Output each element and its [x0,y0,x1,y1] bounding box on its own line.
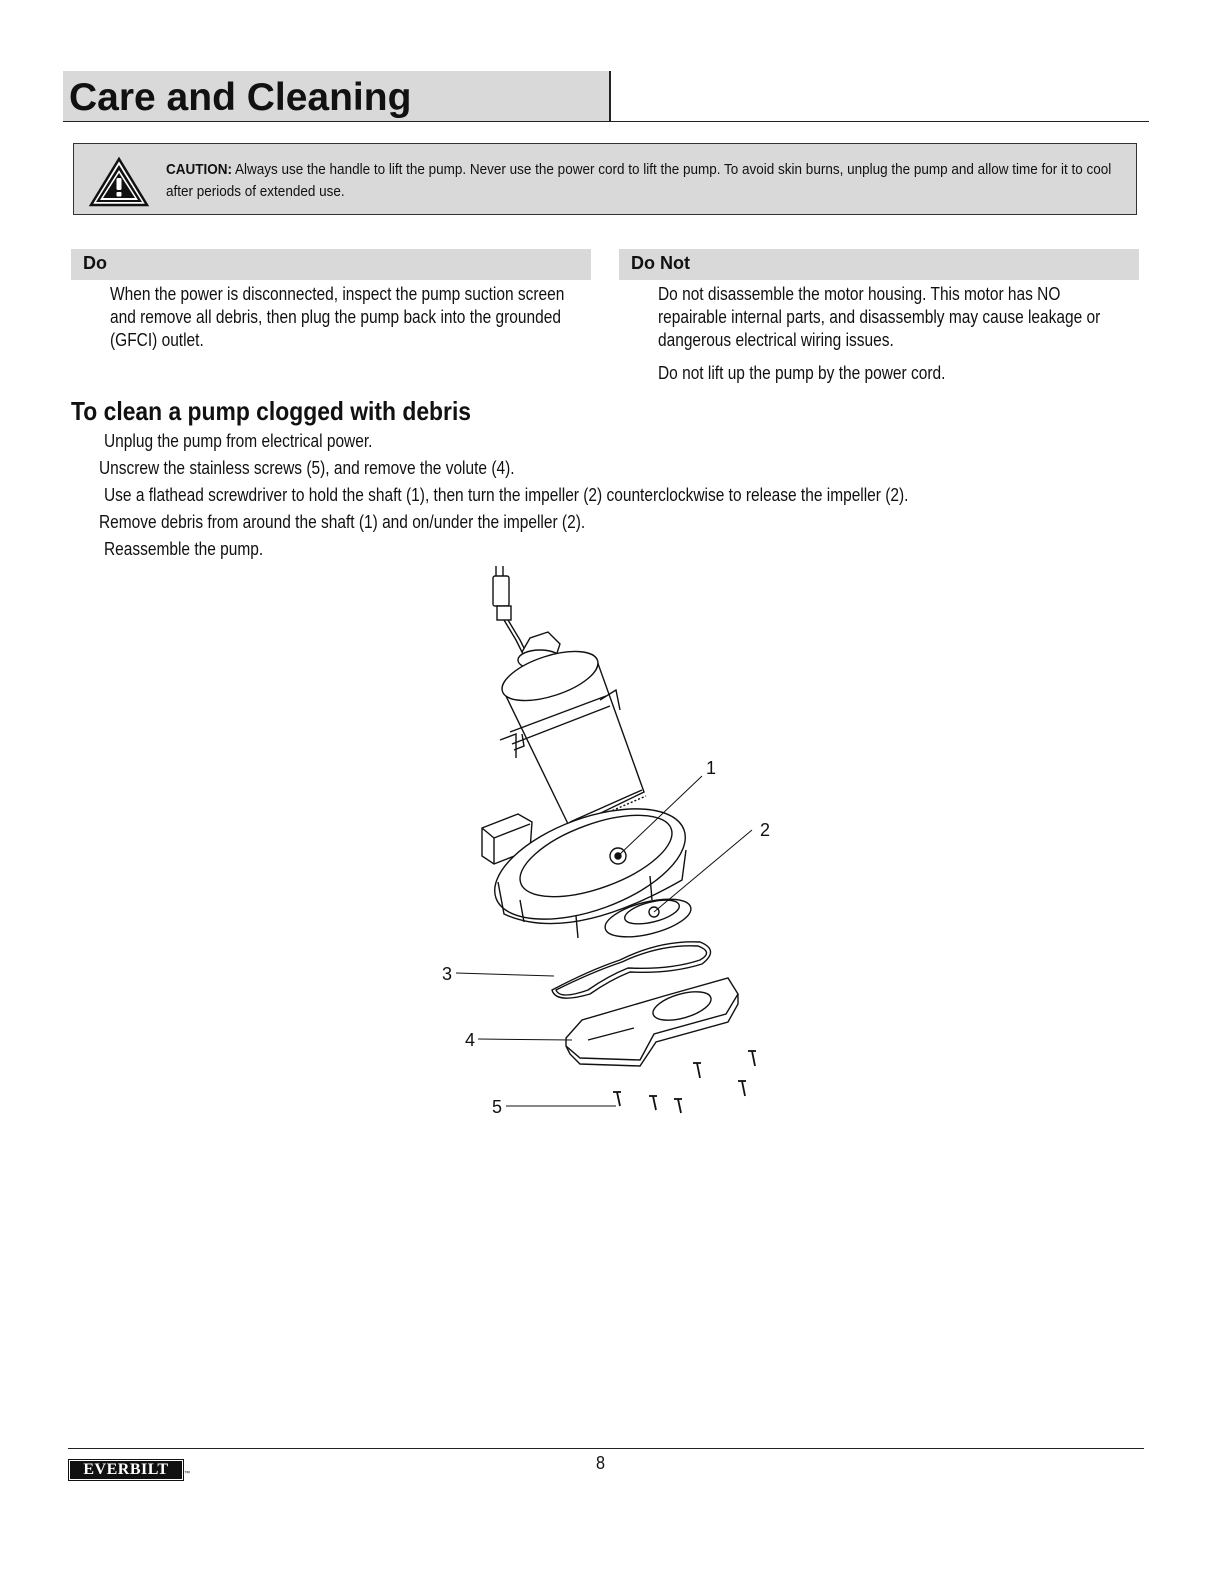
step-5: Reassemble the pump. [104,539,264,559]
callout-2: 2 [760,820,771,840]
caution-label: CAUTION: [166,161,232,178]
warning-triangle-icon [88,156,150,208]
step-2: Unscrew the stainless screws (5), and remove the volute (4). [99,458,515,478]
donot-item: Do not lift up the pump by the power cord. [658,363,946,383]
do-item: When the power is disconnected, inspect the pump suction screen and remove all debris, then plug the pump back into the grounded (GFCI) outlet. [110,284,565,350]
power-plug-icon [493,566,526,652]
caution-box [73,143,1137,215]
everbilt-logo: EVERBILT [70,1461,182,1479]
do-heading: Do [71,249,591,280]
callout-3: 3 [442,964,453,984]
caution-message: Always use the handle to lift the pump. Never use the power cord to lift the pump. To avoid skin burns, unplug the pump and allow time for it to cool after periods of extended use. [166,161,1112,200]
callout-4: 4 [465,1030,476,1050]
page-title: Care and Cleaning [69,76,412,119]
title-band [63,71,611,121]
donot-heading: Do Not [619,249,1139,280]
callout-5: 5 [492,1097,503,1117]
donot-item: Do not disassemble the motor housing. This motor has NO repairable internal parts, and disassembly may cause leakage or dangerous electrical wiring issues. [658,284,1101,350]
motor-housing [496,642,646,828]
step-3: Use a flathead screwdriver to hold the shaft (1), then turn the impeller (2) counterclockwise to release the impeller (2). [104,485,909,505]
callout-1: 1 [706,758,717,778]
pump-volute [566,978,738,1066]
pump-exploded-diagram [420,560,800,1130]
step-1: Unplug the pump from electrical power. [104,431,373,451]
title-rule [63,121,1149,122]
step-4: Remove debris from around the shaft (1) and on/under the impeller (2). [99,512,586,532]
page-number: 8 [596,1453,606,1473]
footer-rule [68,1448,1144,1449]
caution-text [166,159,1120,203]
trademark-mark: ™ [184,1471,190,1477]
section-title: To clean a pump clogged with debris [71,396,472,426]
